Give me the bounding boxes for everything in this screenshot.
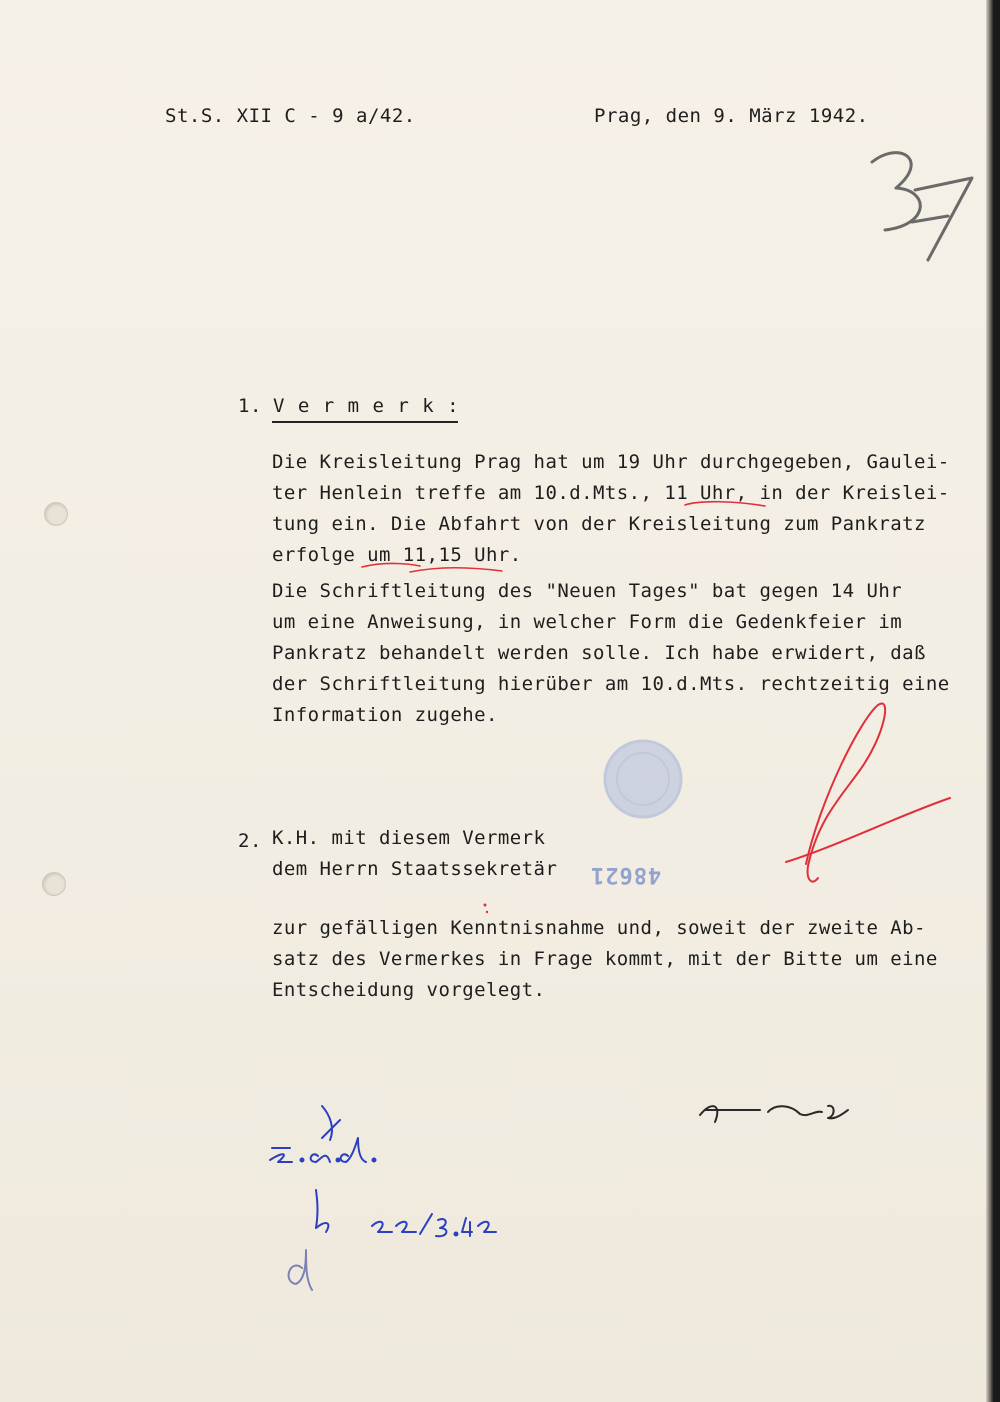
paragraph-line: ter Henlein treffe am 10.d.Mts., 11 Uhr, in der Kreislei- — [272, 482, 950, 504]
pencil-mark — [289, 1250, 312, 1290]
paragraph-line: um eine Anweisung, in welcher Form die Gedenkfeier im — [272, 611, 903, 633]
paragraph-line: Die Schriftleitung des "Neuen Tages" bat gegen 14 Uhr — [272, 580, 903, 602]
addressee-line: dem Herrn Staatssekretär — [272, 858, 558, 880]
paragraph-line: zur gefälligen Kenntnisnahme und, soweit der zweite Ab- — [272, 917, 926, 939]
handwritten-page-number — [872, 153, 972, 260]
section1-number: 1. — [238, 395, 262, 417]
paragraph-line: Entscheidung vorgelegt. — [272, 979, 546, 1001]
stamp-number: 48621 — [590, 862, 662, 887]
reference-number: St.S. XII C - 9 a/42. — [165, 105, 416, 127]
circular-stamp — [605, 741, 681, 817]
red-speck — [484, 904, 489, 914]
signature — [700, 1106, 848, 1122]
red-underlines — [362, 502, 765, 572]
paragraph-line: Pankratz behandelt werden solle. Ich habe erwidert, daß — [272, 642, 926, 664]
section1-title: V e r m e r k : — [273, 395, 460, 417]
paragraph-line: der Schriftleitung hierüber am 10.d.Mts. rechtzeitig eine — [272, 673, 950, 695]
section2-number: 2. — [238, 830, 262, 852]
addressee-line: K.H. mit diesem Vermerk — [272, 827, 546, 849]
paragraph-line: Information zugehe. — [272, 704, 498, 726]
paragraph-line: satz des Vermerkes in Frage kommt, mit der Bitte um eine — [272, 948, 938, 970]
blue-handwriting — [270, 1106, 496, 1236]
paragraph-line: tung ein. Die Abfahrt von der Kreisleitung zum Pankratz — [272, 513, 926, 535]
paragraph-line: erfolge um 11,15 Uhr. — [272, 544, 522, 566]
place-date: Prag, den 9. März 1942. — [594, 105, 869, 127]
paragraph-line: Die Kreisleitung Prag hat um 19 Uhr durchgegeben, Gaulei- — [272, 451, 950, 473]
red-pencil-initial — [786, 703, 950, 881]
